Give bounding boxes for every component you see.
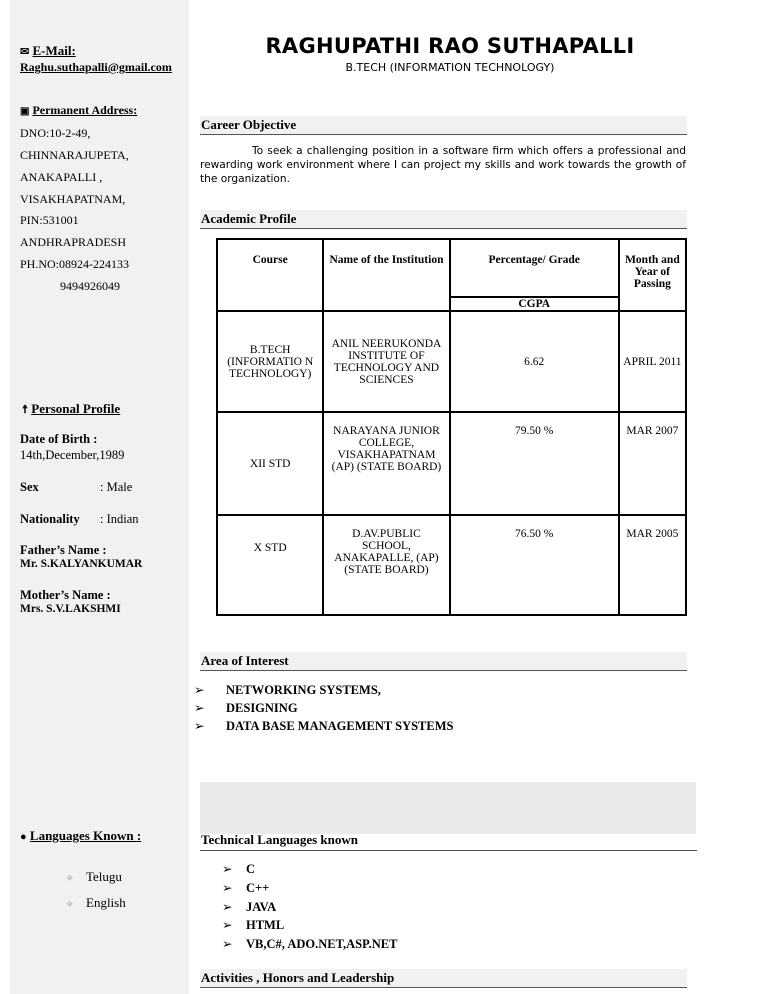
house-icon: ▣ — [20, 106, 30, 117]
address-line: DNO:10-2-49, — [20, 126, 91, 140]
languages-heading: ● Languages Known : — [20, 828, 142, 843]
arrow-bullet-icon: ➢ — [194, 701, 205, 715]
course-cell: X STD — [217, 515, 323, 615]
address-line: VISAKHAPATNAM, — [20, 192, 126, 206]
institution-cell: D.AV.PUBLIC SCHOOL, ANAKAPALLE, (AP) (STATE BOARD) — [323, 515, 449, 615]
father-label: Father’s Name : — [20, 543, 107, 557]
envelope-icon: ✉ — [20, 46, 30, 58]
degree-subtitle: B.TECH (INFORMATION TECHNOLOGY) — [345, 61, 555, 74]
email-heading: ✉ E-Mail: — [20, 43, 76, 58]
arrow-bullet-icon: ➢ — [194, 719, 205, 733]
diamond-bullet-icon: ✧ — [66, 873, 74, 883]
col-percentage: Percentage/ Grade — [450, 239, 619, 297]
speech-icon: ● — [20, 831, 27, 843]
arrow-bullet-icon: ➢ — [222, 937, 233, 951]
institution-cell: NARAYANA JUNIOR COLLEGE, VISAKHAPATNAM (AP) (STATE BOARD) — [323, 412, 449, 515]
col-course: Course — [217, 239, 323, 311]
col-cgpa: CGPA — [450, 297, 619, 311]
passing-cell: APRIL 2011 — [619, 311, 686, 412]
course-cell: B.TECH (INFORMATIO N TECHNOLOGY) — [217, 311, 323, 412]
academic-profile-heading: Academic Profile — [200, 210, 687, 229]
person-icon: ☨ — [22, 404, 28, 416]
table-row — [217, 311, 686, 412]
grade-cell: 76.50 % — [450, 515, 619, 615]
technical-item: ➢ C++ — [222, 881, 270, 895]
passing-cell: MAR 2005 — [619, 515, 686, 615]
phone-line: PH.NO:08924-224133 — [20, 257, 130, 271]
col-month-year: Month and Year of Passing — [619, 239, 686, 311]
academic-table — [216, 238, 687, 616]
mother-value: Mrs. S.V.LAKSHMI — [20, 603, 121, 615]
career-objective-heading: Career Objective — [200, 116, 687, 135]
mother-label: Mother’s Name : — [20, 588, 111, 602]
arrow-bullet-icon: ➢ — [222, 862, 233, 876]
table-row — [217, 515, 686, 615]
technical-languages-heading: Technical Languages known — [200, 830, 697, 851]
technical-item: ➢ HTML — [222, 918, 285, 932]
language-item: ✧ English — [66, 895, 126, 910]
dob-label: Date of Birth : — [20, 432, 98, 446]
sex-label: Sex — [20, 480, 39, 494]
grade-cell: 79.50 % — [450, 412, 619, 515]
father-value: Mr. S.KALYANKUMAR — [20, 558, 143, 570]
grey-band — [200, 782, 696, 834]
candidate-name: RAGHUPATHI RAO SUTHAPALLI — [265, 34, 635, 58]
address-line: ANDHRAPRADESH — [20, 235, 127, 249]
table-row — [217, 412, 686, 515]
area-of-interest-heading: Area of Interest — [200, 652, 687, 671]
institution-cell: ANIL NEERUKONDA INSTITUTE OF TECHNOLOGY AND SCIENCES — [323, 311, 449, 412]
sex-value: : Male — [100, 480, 133, 494]
grade-cell: 6.62 — [450, 311, 619, 412]
arrow-bullet-icon: ➢ — [222, 881, 233, 895]
arrow-bullet-icon: ➢ — [194, 683, 205, 697]
course-cell: XII STD — [217, 412, 323, 515]
passing-cell: MAR 2007 — [619, 412, 686, 515]
diamond-bullet-icon: ✧ — [66, 899, 74, 909]
activities-heading: Activities , Honors and Leadership — [200, 969, 687, 988]
personal-profile-heading: ☨ Personal Profile — [22, 401, 121, 416]
interest-item: ➢ DESIGNING — [194, 701, 298, 715]
technical-item: ➢ JAVA — [222, 900, 277, 914]
address-line: ANAKAPALLI , — [20, 170, 103, 184]
nationality-value: : Indian — [100, 512, 139, 526]
technical-item: ➢ C — [222, 862, 256, 876]
col-institution: Name of the Institution — [323, 239, 449, 311]
arrow-bullet-icon: ➢ — [222, 918, 233, 932]
phone-line: 9494926049 — [60, 279, 120, 293]
dob-value: 14th,December,1989 — [20, 448, 125, 462]
address-heading: ▣ Permanent Address: — [20, 103, 138, 117]
technical-item: ➢ VB,C#, ADO.NET,ASP.NET — [222, 937, 398, 951]
interest-item: ➢ DATA BASE MANAGEMENT SYSTEMS — [194, 719, 454, 733]
address-line: CHINNARAJUPETA, — [20, 148, 129, 162]
address-line: PIN:531001 — [20, 213, 79, 227]
arrow-bullet-icon: ➢ — [222, 900, 233, 914]
nationality-label: Nationality — [20, 512, 80, 526]
career-objective-text: To seek a challenging position in a software firm which offers a professional and rewarding work environment where I can project my skills and work towards the growth of the organization. — [200, 145, 686, 185]
interest-item: ➢ NETWORKING SYSTEMS, — [194, 683, 381, 697]
email-value[interactable]: Raghu.suthapalli@gmail.com — [20, 60, 172, 74]
language-item: ✧ Telugu — [66, 869, 122, 884]
